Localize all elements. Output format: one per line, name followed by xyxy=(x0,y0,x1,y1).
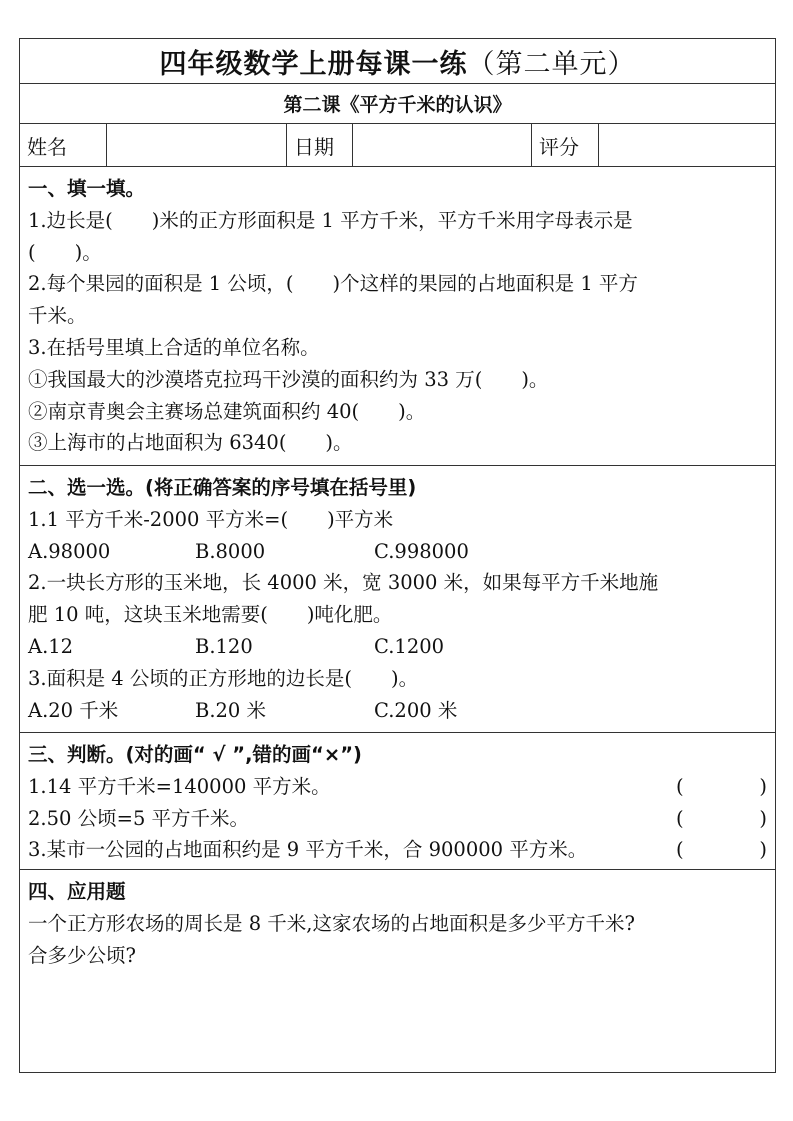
section-true-false xyxy=(20,733,775,870)
section-heading: 二、选一选。(将正确答案的序号填在括号里) xyxy=(28,476,417,499)
problem-text: 一个正方形农场的周长是 8 千米,这家农场的占地面积是多少平方千米? xyxy=(28,911,635,935)
question-line: ②南京青奥会主赛场总建筑面积约 40( )。 xyxy=(28,399,426,423)
question-line: 3.面积是 4 公顷的正方形地的边长是( )。 xyxy=(28,666,419,690)
question-line: ③上海市的占地面积为 6340( )。 xyxy=(28,431,353,455)
option: A.98000 xyxy=(28,539,111,563)
judge-statement: 2.50 公顷=5 平方千米。 xyxy=(28,806,250,830)
question-line: 1.边长是( )米的正方形面积是 1 平方千米，平方千米用字母表示是 xyxy=(28,208,633,232)
section-word-problem xyxy=(20,870,775,1074)
option: A.12 xyxy=(28,634,74,658)
section-multiple-choice xyxy=(20,466,775,733)
section-fill-in xyxy=(20,167,775,466)
judge-statement: 1.14 平方千米=140000 平方米。 xyxy=(28,774,331,798)
question-line: 1.1 平方千米-2000 平方米=( )平方米 xyxy=(28,507,394,531)
options-row xyxy=(28,631,767,663)
judge-item xyxy=(28,771,767,803)
option: C.1200 xyxy=(374,634,445,658)
options-row xyxy=(28,536,767,568)
score-label: 评分 xyxy=(532,124,599,166)
answer-blank[interactable]: ( ) xyxy=(676,806,767,830)
options-row xyxy=(28,695,767,727)
question-line: ①我国最大的沙漠塔克拉玛干沙漠的面积约为 33 万( )。 xyxy=(28,367,549,391)
worksheet-title xyxy=(20,39,775,84)
problem-text: 合多少公顷? xyxy=(28,943,136,967)
answer-blank[interactable]: ( ) xyxy=(676,838,767,862)
option: A.20 千米 xyxy=(28,698,119,722)
question-line: 千米。 xyxy=(28,304,87,328)
section-heading: 三、判断。(对的画“ √ ”,错的画“×”) xyxy=(28,743,362,766)
student-info-row xyxy=(20,124,775,167)
section-heading: 一、填一填。 xyxy=(28,177,146,200)
question-line: 肥 10 吨，这块玉米地需要( )吨化肥。 xyxy=(28,603,393,627)
answer-blank[interactable]: ( ) xyxy=(676,774,767,798)
option: B.8000 xyxy=(195,539,266,563)
question-line: 2.每个果园的面积是 1 公顷，( )个这样的果园的占地面积是 1 平方 xyxy=(28,272,638,296)
option: C.998000 xyxy=(374,539,469,563)
option: B.20 米 xyxy=(195,698,267,722)
section-heading: 四、应用题 xyxy=(28,880,126,903)
title-unit: （第二单元） xyxy=(467,48,636,80)
lesson-title: 第二课《平方千米的认识》 xyxy=(20,84,775,124)
score-field[interactable] xyxy=(599,124,775,166)
title-main: 四年级数学上册每课一练 xyxy=(159,48,468,80)
date-label: 日期 xyxy=(287,124,353,166)
option: C.200 米 xyxy=(374,698,458,722)
option: B.120 xyxy=(195,634,253,658)
name-label: 姓名 xyxy=(20,124,107,166)
judge-statement: 3.某市一公园的占地面积约是 9 平方千米，合 900000 平方米。 xyxy=(28,838,588,862)
judge-item xyxy=(28,803,767,835)
question-line: 2.一块长方形的玉米地，长 4000 米，宽 3000 米，如果每平方千米地施 xyxy=(28,571,659,595)
name-field[interactable] xyxy=(107,124,287,166)
date-field[interactable] xyxy=(353,124,532,166)
question-line: 3.在括号里填上合适的单位名称。 xyxy=(28,335,320,359)
judge-item xyxy=(28,834,767,866)
worksheet xyxy=(19,38,776,1073)
question-line: ( )。 xyxy=(28,240,102,264)
